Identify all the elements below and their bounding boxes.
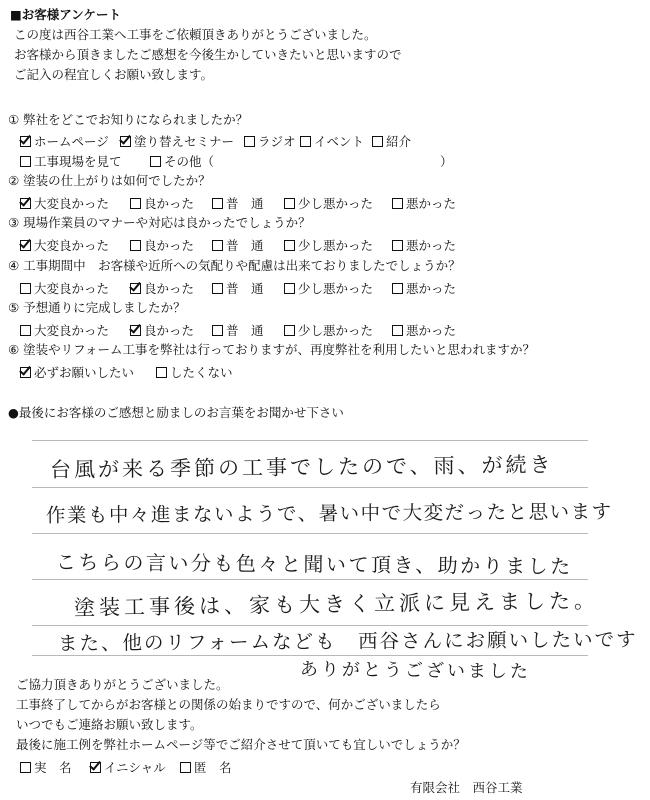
option-label: 少し悪かった [298, 238, 374, 253]
consent-option-3[interactable] [180, 758, 232, 776]
checkbox[interactable] [284, 283, 295, 294]
checkbox[interactable] [392, 198, 403, 209]
checkbox[interactable] [20, 240, 31, 251]
checkbox[interactable] [130, 198, 141, 209]
checkbox[interactable] [212, 240, 223, 251]
handwritten-comment-line: 台風が来る季節の工事でしたので、雨、が続き [49, 452, 554, 482]
question-6: ⑥ 塗装やリフォーム工事を弊社は行っておりますが、再度弊社を利用したいと思われますか？ [8, 342, 536, 357]
checkbox[interactable] [392, 240, 403, 251]
option-label: 大変良かった [34, 323, 110, 338]
q2-option-3[interactable] [212, 194, 264, 212]
option-label: 悪かった [406, 238, 457, 253]
checkbox[interactable] [20, 367, 31, 378]
checkbox[interactable] [392, 325, 403, 336]
question-3: ③ 現場作業員のマナーや対応は良かったでしょうか？ [8, 215, 311, 230]
checkbox[interactable] [20, 283, 31, 294]
option-label: 普 通 [226, 238, 264, 253]
footer-line-1: ご協力頂きありがとうございました。 [16, 677, 229, 692]
checkbox[interactable] [300, 136, 311, 147]
option-label: 必ずお願いしたい [34, 365, 135, 380]
option-label: 工事現場を見て [34, 154, 122, 169]
footer-line-4: 最後に施工例を弊社ホームページ等でご紹介させて頂いても宜しいでしょうか？ [16, 737, 466, 752]
q5-option-3[interactable] [212, 321, 264, 339]
intro-line-1: この度は西谷工業へ工事をご依頼頂きありがとうございました。 [14, 27, 377, 42]
option-label: 悪かった [406, 196, 457, 211]
intro-line-3: ご記入の程宜しくお願い致します。 [14, 67, 214, 82]
option-label: 普 通 [226, 323, 264, 338]
q1-option-2[interactable] [120, 132, 234, 150]
q1-option-3[interactable] [244, 132, 296, 150]
option-label: 良かった [144, 323, 195, 338]
writing-line [32, 579, 588, 580]
checkbox[interactable] [284, 198, 295, 209]
handwritten-comment-line: こちらの言い分も色々と聞いて頂き、助かりました [55, 550, 573, 579]
option-label: 大変良かった [34, 196, 110, 211]
checkbox[interactable] [130, 283, 141, 294]
option-label: 良かった [144, 238, 195, 253]
q4-option-3[interactable] [212, 279, 264, 297]
handwritten-comment-line: 塗装工事後は、家も大きく立派に見えました。 [73, 588, 600, 620]
q2-option-1[interactable] [20, 194, 109, 212]
option-label: 悪かった [406, 281, 457, 296]
option-label: したくない [170, 365, 233, 380]
option-label: イベント [314, 134, 365, 149]
q4-option-4[interactable] [284, 279, 373, 297]
option-label: 実 名 [34, 760, 72, 775]
option-label: 大変良かった [34, 281, 110, 296]
q2-option-2[interactable] [130, 194, 194, 212]
q6-option-2[interactable] [156, 363, 233, 381]
checkbox[interactable] [20, 325, 31, 336]
checkbox[interactable] [150, 156, 161, 167]
q3-option-3[interactable] [212, 236, 264, 254]
q1-option-7[interactable] [150, 152, 214, 170]
option-label: ホームページ [34, 134, 109, 149]
consent-option-1[interactable] [20, 758, 72, 776]
q1-option-5[interactable] [372, 132, 411, 150]
q2-option-4[interactable] [284, 194, 373, 212]
option-label: 普 通 [226, 196, 264, 211]
checkbox[interactable] [212, 198, 223, 209]
option-label: 少し悪かった [298, 281, 374, 296]
company-name: 有限会社 西谷工業 [410, 780, 523, 795]
comments-heading: ●最後にお客様のご感想と励ましのお言葉をお聞かせ下さい [8, 405, 344, 420]
option-label: 普 通 [226, 281, 264, 296]
checkbox[interactable] [20, 136, 31, 147]
q3-option-2[interactable] [130, 236, 194, 254]
q5-option-1[interactable] [20, 321, 109, 339]
question-5: ⑤ 予想通りに完成しましたか？ [8, 300, 186, 315]
option-label: ラジオ [258, 134, 296, 149]
survey-title: ■お客様アンケート [10, 7, 122, 22]
checkbox[interactable] [372, 136, 383, 147]
checkbox[interactable] [130, 240, 141, 251]
option-label: 悪かった [406, 323, 457, 338]
question-1: ① 弊社をどこでお知りになられましたか？ [8, 112, 249, 127]
footer-line-3: いつでもご連絡お願い致します。 [16, 717, 203, 732]
checkbox[interactable] [284, 325, 295, 336]
option-label: 少し悪かった [298, 196, 374, 211]
q5-option-5[interactable] [392, 321, 456, 339]
q1-option-1[interactable] [20, 132, 109, 150]
writing-line [32, 487, 588, 488]
consent-option-2[interactable] [90, 758, 166, 776]
footer-line-2: 工事終了してからがお客様との関係の始まりですので、何かございましたら [16, 697, 441, 712]
intro-line-2: お客様から頂きましたご感想を今後生かしていきたいと思いますので [14, 47, 402, 62]
checkbox[interactable] [20, 762, 31, 773]
q3-option-1[interactable] [20, 236, 109, 254]
option-label: 良かった [144, 196, 195, 211]
option-label: 良かった [144, 281, 195, 296]
option-label: イニシャル [104, 760, 166, 775]
option-label: 塗り替えセミナー [134, 134, 235, 149]
q4-option-1[interactable] [20, 279, 109, 297]
option-label: 少し悪かった [298, 323, 374, 338]
checkbox[interactable] [392, 283, 403, 294]
checkbox[interactable] [130, 325, 141, 336]
checkbox[interactable] [120, 136, 131, 147]
q4-option-5[interactable] [392, 279, 456, 297]
checkbox[interactable] [212, 325, 223, 336]
checkbox[interactable] [180, 762, 191, 773]
question-2: ② 塗装の仕上がりは如何でしたか？ [8, 173, 211, 188]
checkbox[interactable] [20, 156, 31, 167]
handwritten-comment-line: ありがとうございました [299, 659, 532, 683]
checkbox[interactable] [90, 762, 101, 773]
question-4: ④ 工事期間中 お客様や近所への気配りや配慮は出来ておりましたでしょうか？ [8, 258, 461, 273]
q4-option-2[interactable] [130, 279, 194, 297]
checkbox[interactable] [244, 136, 255, 147]
q1-option-4[interactable] [300, 132, 364, 150]
option-label: 大変良かった [34, 238, 110, 253]
q6-option-1[interactable] [20, 363, 134, 381]
handwritten-comment-line: 作業も中々進まないようで、暑い中で大変だったと思います [45, 500, 613, 527]
checkbox[interactable] [156, 367, 167, 378]
q1-close-paren: ） [440, 154, 453, 169]
q5-option-2[interactable] [130, 321, 194, 339]
q2-option-5[interactable] [392, 194, 456, 212]
option-label: その他（ [164, 154, 215, 169]
q1-option-6[interactable] [20, 152, 122, 170]
q5-option-4[interactable] [284, 321, 373, 339]
checkbox[interactable] [20, 198, 31, 209]
writing-line [32, 533, 588, 534]
checkbox[interactable] [212, 283, 223, 294]
checkbox[interactable] [284, 240, 295, 251]
handwritten-comment-line: また、他のリフォームなども 西谷さんにお願いしたいです [57, 627, 638, 655]
option-label: 紹介 [386, 134, 412, 149]
q3-option-5[interactable] [392, 236, 456, 254]
writing-line [32, 440, 588, 441]
option-label: 匿 名 [194, 760, 232, 775]
q3-option-4[interactable] [284, 236, 373, 254]
